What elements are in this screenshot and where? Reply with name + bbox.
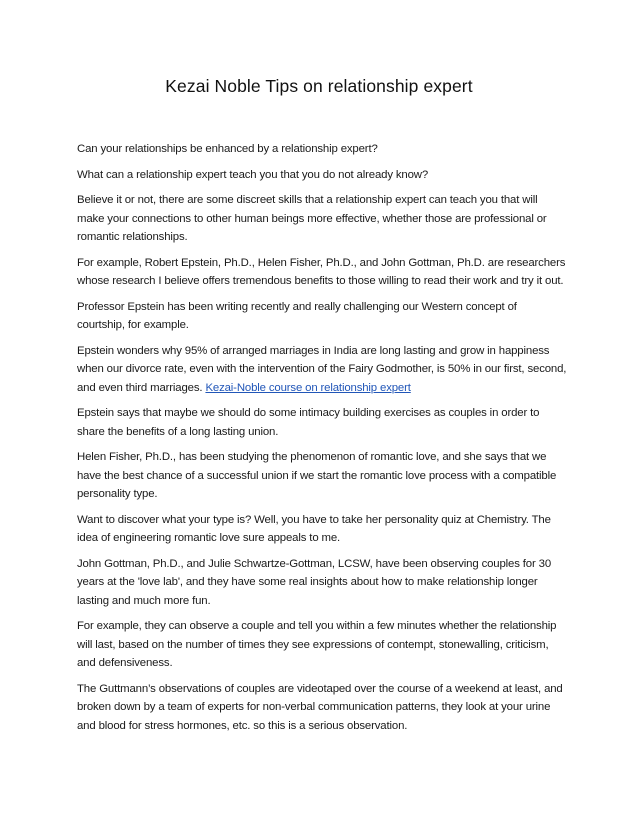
paragraph: For example, they can observe a couple and tell you within a few minutes whether the relationship will last, based on the number of times they see expressions of contempt, stonewalling, criticism, and defensiveness. (77, 620, 557, 669)
paragraph: The Guttmann’s observations of couples are videotaped over the course of a weekend at least, and broken down by a team of experts for non-verbal communication patterns, they look at your urine and blood for stress hormones, etc. so this is a serious observation. (77, 682, 563, 732)
paragraph: John Gottman, Ph.D., and Julie Schwartze-Gottman, LCSW, have been observing couples for 30 years at the 'love lab', and they have some real insights about how to make relationship longer lasting and much more fun. (77, 557, 552, 607)
paragraph: For example, Robert Epstein, Ph.D., Helen Fisher, Ph.D., and John Gottman, Ph.D. are researchers whose research I believe offers tremendous benefits to those willing to read their work and try it out. (77, 256, 566, 287)
paragraph: Can your relationships be enhanced by a relationship expert? (77, 143, 378, 155)
paragraph: Want to discover what your type is? Well, you have to take her personality quiz at Chemistry. The idea of engineering romantic love sure appeals to me. (77, 513, 551, 544)
page-title: Kezai Noble Tips on relationship expert (165, 76, 473, 96)
paragraph: Epstein says that maybe we should do some intimacy building exercises as couples in order to share the benefits of a long lasting union. (77, 407, 540, 438)
paragraph: What can a relationship expert teach you that you do not already know? (77, 168, 429, 181)
document-body (77, 140, 567, 742)
paragraph-with-link (77, 342, 567, 398)
paragraph: Professor Epstein has been writing recently and really challenging our Western concept of courtship, for example. (77, 300, 517, 331)
course-link[interactable]: Kezai-Noble course on relationship expert (205, 381, 411, 394)
paragraph: Believe it or not, there are some discreet skills that a relationship expert can teach you that will make your connections to other human beings more effective, whether those are professional or romantic relationships. (77, 194, 547, 243)
paragraph: Helen Fisher, Ph.D., has been studying the phenomenon of romantic love, and she says that we have the best chance of a successful union if we start the romantic love process with a compatible personality type. (77, 451, 557, 500)
paragraph-text: Epstein wonders why 95% of arranged marriages in India are long lasting and grow in happiness when our divorce rate, even with the intervention of the Fairy Godmother, is 50% in our first, second, and even third marriages. (77, 344, 567, 394)
